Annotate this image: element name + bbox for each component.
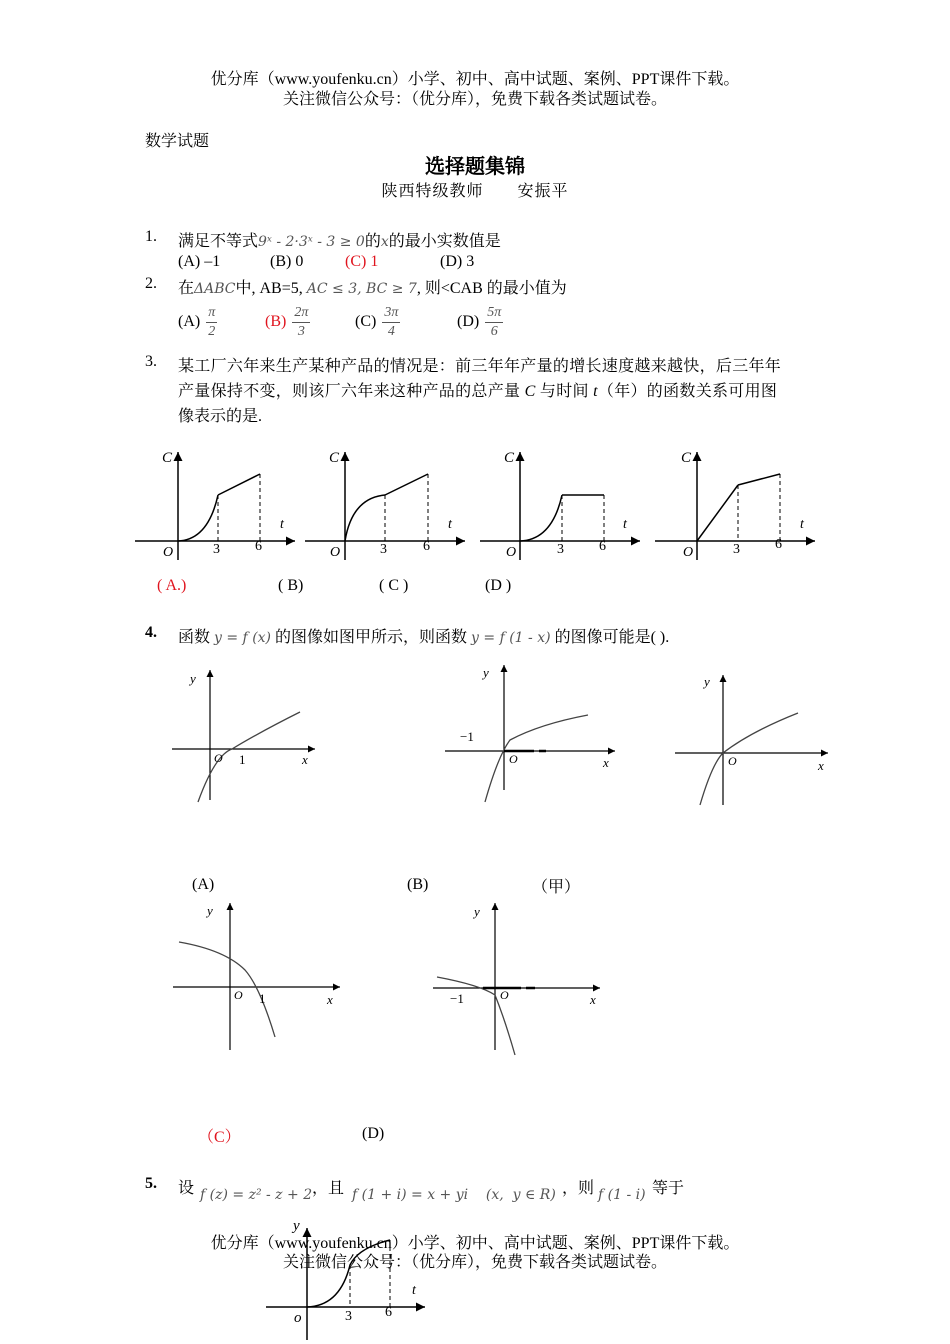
q3-var-t: t [593, 383, 598, 400]
q4-c-y: y [207, 903, 213, 918]
q4-a-x: x [302, 752, 308, 767]
q2-frac-a-num: π [206, 304, 217, 323]
q4-label-a: (A) [192, 876, 215, 893]
q4-c-x: x [327, 992, 333, 1007]
q2-cond: AC ≤ 3, BC ≥ 7 [306, 281, 417, 297]
q4-graphs-bottom [165, 895, 625, 1065]
q2-option-d [457, 300, 503, 344]
q4-graph-d [433, 903, 600, 1055]
q4-label-d: (D) [362, 1125, 385, 1142]
q2-mid: 中, AB=5, [235, 280, 303, 297]
q3-line-2b: 与时间 [539, 383, 589, 400]
q3-a-tick6: 6 [255, 539, 262, 554]
q1-var: x [380, 234, 389, 250]
q3-b-origin: O [330, 545, 341, 560]
q4-number: 4. [145, 624, 157, 641]
q3-line-2 [178, 378, 777, 401]
q3-b-axis-t: t [448, 517, 452, 532]
q3-graph-a [135, 450, 295, 560]
q1-post: 的最小实数值是 [388, 233, 501, 250]
q3-c-tick3: 3 [557, 542, 564, 557]
q3-d-axis-c: C [681, 450, 692, 466]
q5-fz: f (z) = z² - z + 2 [200, 1187, 313, 1203]
q4-graph-a [172, 670, 315, 802]
q2-option-b-label: (B) [265, 313, 287, 330]
q4-stem [178, 624, 669, 647]
q4-b-tick: −1 [460, 729, 474, 744]
page-title: 选择题集锦 [425, 154, 525, 178]
q4-jia-x: x [818, 758, 824, 773]
q4-f1: y = f (x) [214, 630, 272, 646]
q2-frac-c-den: 4 [387, 323, 395, 339]
q4-a-tick: 1 [239, 752, 246, 767]
header-line-2: 关注微信公众号：（优分库），免费下载各类试题试卷。 [282, 91, 667, 108]
q1-option-c: (C) 1 [345, 253, 379, 270]
q2-frac-b-num: 2π [292, 304, 310, 323]
q2-post: , 则<CAB 的最小值为 [416, 280, 567, 297]
q3-line-2c: （年）的函数关系可用图 [597, 383, 778, 400]
q3-number: 3. [145, 353, 157, 370]
q2-frac-a [206, 304, 217, 341]
q4-d-x: x [590, 992, 596, 1007]
q4-b-o: O [509, 752, 518, 766]
q2-option-c-label: (C) [355, 313, 377, 330]
q5-then: ，则 [562, 1180, 595, 1197]
q1-expr: 9ˣ - 2·3ˣ - 3 ≥ 0 [258, 234, 365, 250]
q3-c-axis-t: t [623, 517, 627, 532]
q3-a-axis-c: C [162, 450, 173, 466]
q2-frac-a-den: 2 [208, 323, 216, 339]
q1-stem [178, 228, 501, 251]
q1-option-a: (A) –1 [178, 253, 221, 270]
q2-triangle: ΔABC [194, 281, 236, 297]
q4-label-b: (B) [407, 876, 429, 893]
bottom-graph-tick6: 6 [385, 1305, 392, 1320]
footer-line-1: 优分库（www.youfenku.cn）小学、初中、高中试题、案例、PPT课件下载。 [210, 1235, 740, 1252]
footer-line-2: 关注微信公众号：（优分库），免费下载各类试题试卷。 [282, 1254, 667, 1271]
q3-label-b: ( B) [278, 577, 304, 594]
q4-d-o: O [500, 988, 509, 1002]
q1-pre: 满足不等式 [178, 233, 259, 250]
q3-line-3: 像表示的是. [178, 408, 263, 425]
q2-option-a-label: (A) [178, 313, 201, 330]
q4-a-y: y [190, 671, 196, 686]
q3-graph-b [305, 450, 465, 560]
q3-label-a: ( A.) [157, 577, 187, 594]
q2-number: 2. [145, 275, 157, 292]
q4-b-y: y [483, 665, 489, 680]
q4-d-tick: −1 [450, 991, 464, 1006]
q3-b-tick3: 3 [380, 542, 387, 557]
q4-a-o: O [214, 751, 223, 765]
q4-jia-y: y [704, 674, 710, 689]
bottom-graph-o: o [294, 1310, 302, 1326]
q3-graphs [130, 440, 830, 570]
q2-option-b [265, 300, 310, 344]
q3-graph-c [480, 450, 640, 560]
q4-graph-jia [675, 674, 828, 805]
q3-d-tick6: 6 [775, 537, 782, 552]
q3-b-axis-c: C [329, 450, 340, 466]
q4-graph-b [445, 665, 615, 802]
q5-pre: 设 [178, 1180, 195, 1197]
q1-mid: 的 [364, 233, 381, 250]
author-line: 陕西特级教师 安振平 [381, 183, 569, 200]
bottom-graph-x: t [412, 1283, 416, 1298]
q4-graph-c [173, 903, 340, 1050]
q2-frac-b-den: 3 [297, 323, 305, 339]
header-line-1: 优分库（www.youfenku.cn）小学、初中、高中试题、案例、PPT课件下载。 [210, 71, 740, 88]
q4-post: 的图像可能是( ). [554, 629, 670, 646]
q2-frac-b [292, 304, 310, 341]
q3-d-axis-t: t [800, 517, 804, 532]
q3-a-origin: O [163, 545, 174, 560]
q3-line-1: 某工厂六年来生产某种产品的情况是：前三年年产量的增长速度越来越快，后三年年 [178, 358, 782, 375]
q1-number: 1. [145, 228, 157, 245]
q4-label-c: （C） [198, 1129, 241, 1146]
q3-var-c: C [524, 383, 536, 400]
q1-option-d: (D) 3 [440, 253, 475, 270]
q3-d-tick3: 3 [733, 542, 740, 557]
q5-post: 等于 [652, 1180, 685, 1197]
q4-c-tick: 1 [259, 991, 266, 1006]
q3-c-tick6: 6 [599, 539, 606, 554]
q3-c-origin: O [506, 545, 517, 560]
q3-d-origin: O [683, 545, 694, 560]
q3-label-d: (D ) [485, 577, 512, 594]
bottom-graph-tick3: 3 [345, 1309, 352, 1324]
q3-a-axis-t: t [280, 517, 284, 532]
q4-f2: y = f (1 - x) [471, 630, 551, 646]
q2-frac-d-num: 5π [485, 304, 503, 323]
q3-c-axis-c: C [504, 450, 515, 466]
q1-option-b: (B) 0 [270, 253, 304, 270]
q2-frac-d [485, 304, 503, 341]
q4-label-jia: （甲） [532, 879, 581, 896]
q3-label-c: ( C ) [379, 577, 409, 594]
q3-graph-d [655, 450, 815, 560]
q5-mid: ，且 [312, 1180, 345, 1197]
q3-b-tick6: 6 [423, 539, 430, 554]
q4-jia-o: O [728, 754, 737, 768]
q4-mid: 的图像如图甲所示，则函数 [275, 629, 468, 646]
q2-pre: 在 [178, 280, 195, 297]
q4-d-y: y [474, 904, 480, 919]
q2-frac-c-num: 3π [382, 304, 400, 323]
q4-graphs-top [160, 660, 840, 820]
q5-number: 5. [145, 1175, 157, 1192]
q2-stem [178, 275, 567, 298]
q5-cond: f (1 + i) = x + yi (x, y ∈ R) [352, 1187, 556, 1203]
bottom-graph-y: y [293, 1218, 300, 1234]
q2-option-c [355, 300, 400, 344]
q4-pre: 函数 [178, 629, 211, 646]
subject-label: 数学试题 [145, 133, 210, 150]
q5-target: f (1 - i) [598, 1187, 646, 1203]
q2-option-a [178, 300, 217, 344]
q4-c-o: O [234, 988, 243, 1002]
q2-frac-d-den: 6 [490, 323, 498, 339]
q2-frac-c [382, 304, 400, 341]
q2-option-d-label: (D) [457, 313, 480, 330]
q4-b-x: x [603, 755, 609, 770]
q3-a-tick3: 3 [213, 542, 220, 557]
q3-line-2a: 产量保持不变，则该厂六年来这种产品的总产量 [178, 383, 521, 400]
